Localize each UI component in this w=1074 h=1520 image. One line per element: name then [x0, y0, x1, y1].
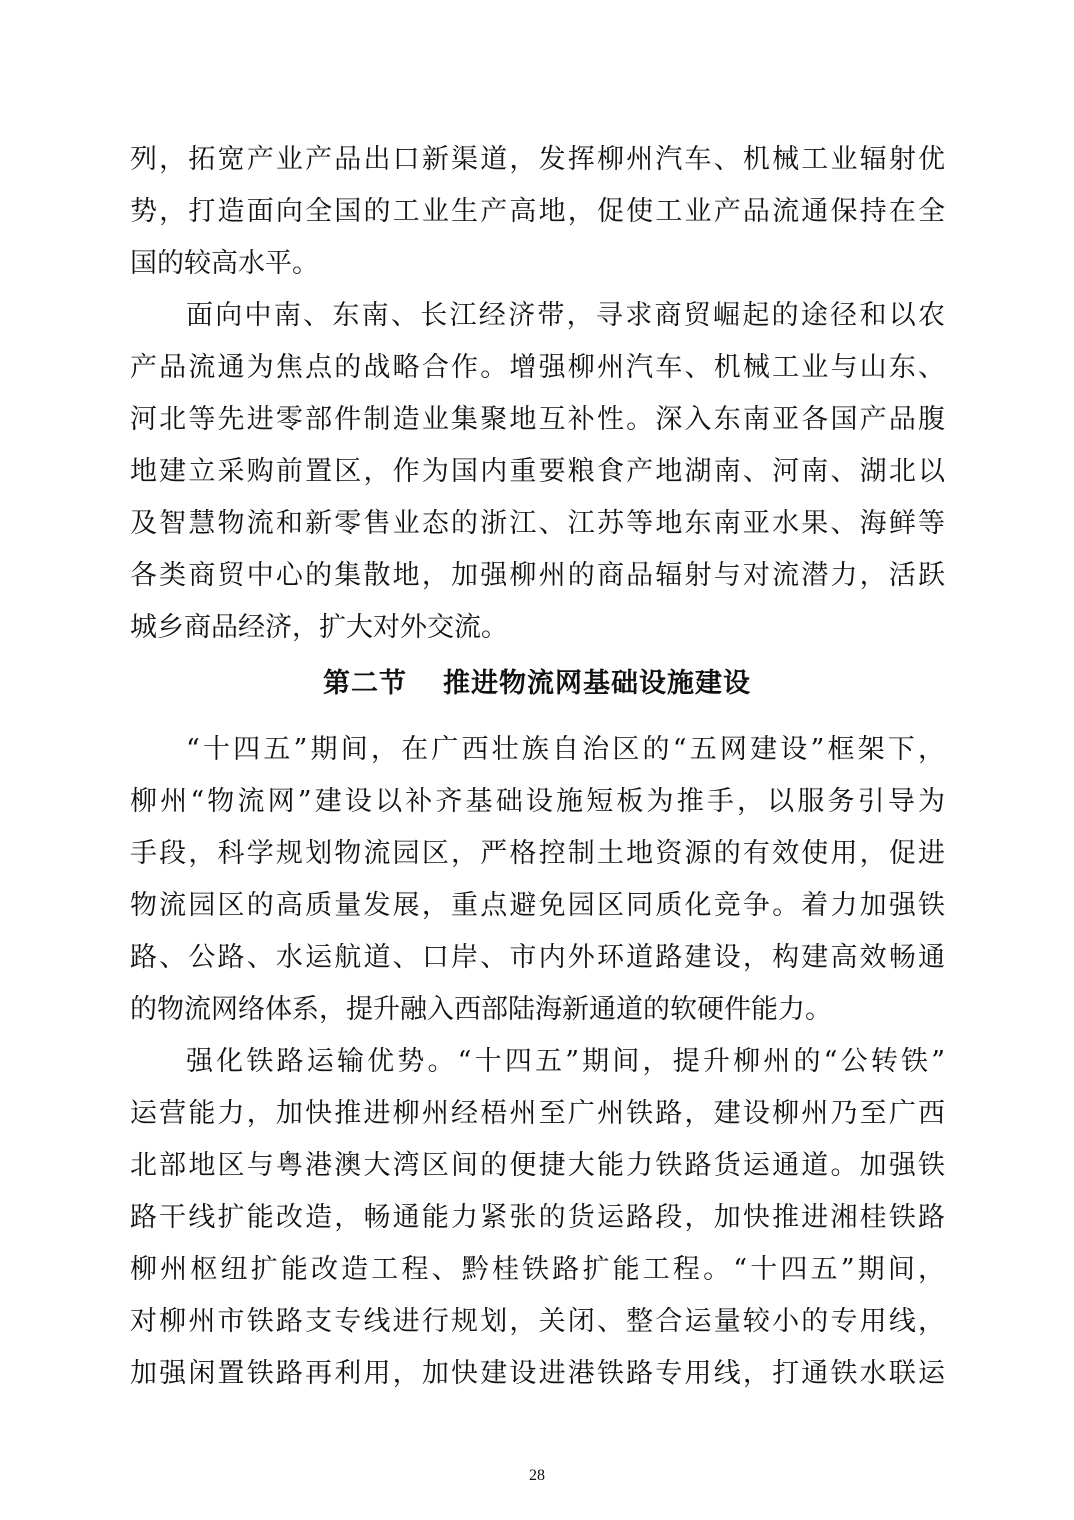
paragraph-line: 及智慧物流和新零售业态的浙江、江苏等地东南亚水果、海鲜等: [130, 508, 945, 539]
paragraph-line: 产品流通为焦点的战略合作。增强柳州汽车、机械工业与山东、: [130, 352, 945, 383]
paragraph-line: 势，打造面向全国的工业生产高地，促使工业产品流通保持在全: [130, 196, 945, 227]
paragraph-line: 国的较高水平。: [130, 248, 319, 279]
paragraph-line: 加强闲置铁路再利用，加快建设进港铁路专用线，打通铁水联运: [130, 1358, 945, 1389]
section-heading: [0, 664, 1074, 704]
paragraph-line: 北部地区与粤港澳大湾区间的便捷大能力铁路货运通道。加强铁: [130, 1150, 945, 1181]
paragraph-line: 手段，科学规划物流园区，严格控制土地资源的有效使用，促进: [130, 838, 945, 869]
page-number: 28: [529, 1467, 545, 1484]
paragraph-line: 地建立采购前置区，作为国内重要粮食产地湖南、河南、湖北以: [130, 456, 945, 487]
paragraph-line: 运营能力，加快推进柳州经梧州至广州铁路，建设柳州乃至广西: [130, 1098, 945, 1129]
paragraph-line: 列，拓宽产业产品出口新渠道，发挥柳州汽车、机械工业辐射优: [130, 144, 945, 175]
paragraph-line: 对柳州市铁路支专线进行规划，关闭、整合运量较小的专用线，: [130, 1306, 945, 1337]
paragraph-line: 路、公路、水运航道、口岸、市内外环道路建设，构建高效畅通: [130, 942, 945, 973]
paragraph-line: 的物流网络体系，提升融入西部陆海新通道的软硬件能力。: [130, 994, 832, 1025]
paragraph-line: 河北等先进零部件制造业集聚地互补性。深入东南亚各国产品腹: [130, 404, 945, 435]
paragraph-line: 物流园区的高质量发展，重点避免园区同质化竞争。着力加强铁: [130, 890, 945, 921]
paragraph-line: 面向中南、东南、长江经济带，寻求商贸崛起的途径和以农: [186, 300, 945, 331]
paragraph-line: 路干线扩能改造，畅通能力紧张的货运路段，加快推进湘桂铁路: [130, 1202, 945, 1233]
paragraph-line: 城乡商品经济，扩大对外交流。: [130, 612, 508, 643]
paragraph-line: 各类商贸中心的集散地，加强柳州的商品辐射与对流潜力，活跃: [130, 560, 945, 591]
paragraph-line: 强化铁路运输优势。“十四五”期间，提升柳州的“公转铁”: [186, 1046, 945, 1077]
section-number: 第二节: [323, 668, 407, 699]
paragraph-line: “十四五”期间，在广西壮族自治区的“五网建设”框架下，: [186, 734, 945, 765]
section-title: 推进物流网基础设施建设: [443, 668, 751, 699]
paragraph-line: 柳州枢纽扩能改造工程、黔桂铁路扩能工程。“十四五”期间，: [130, 1254, 945, 1285]
paragraph-line: 柳州“物流网”建设以补齐基础设施短板为推手，以服务引导为: [130, 786, 945, 817]
